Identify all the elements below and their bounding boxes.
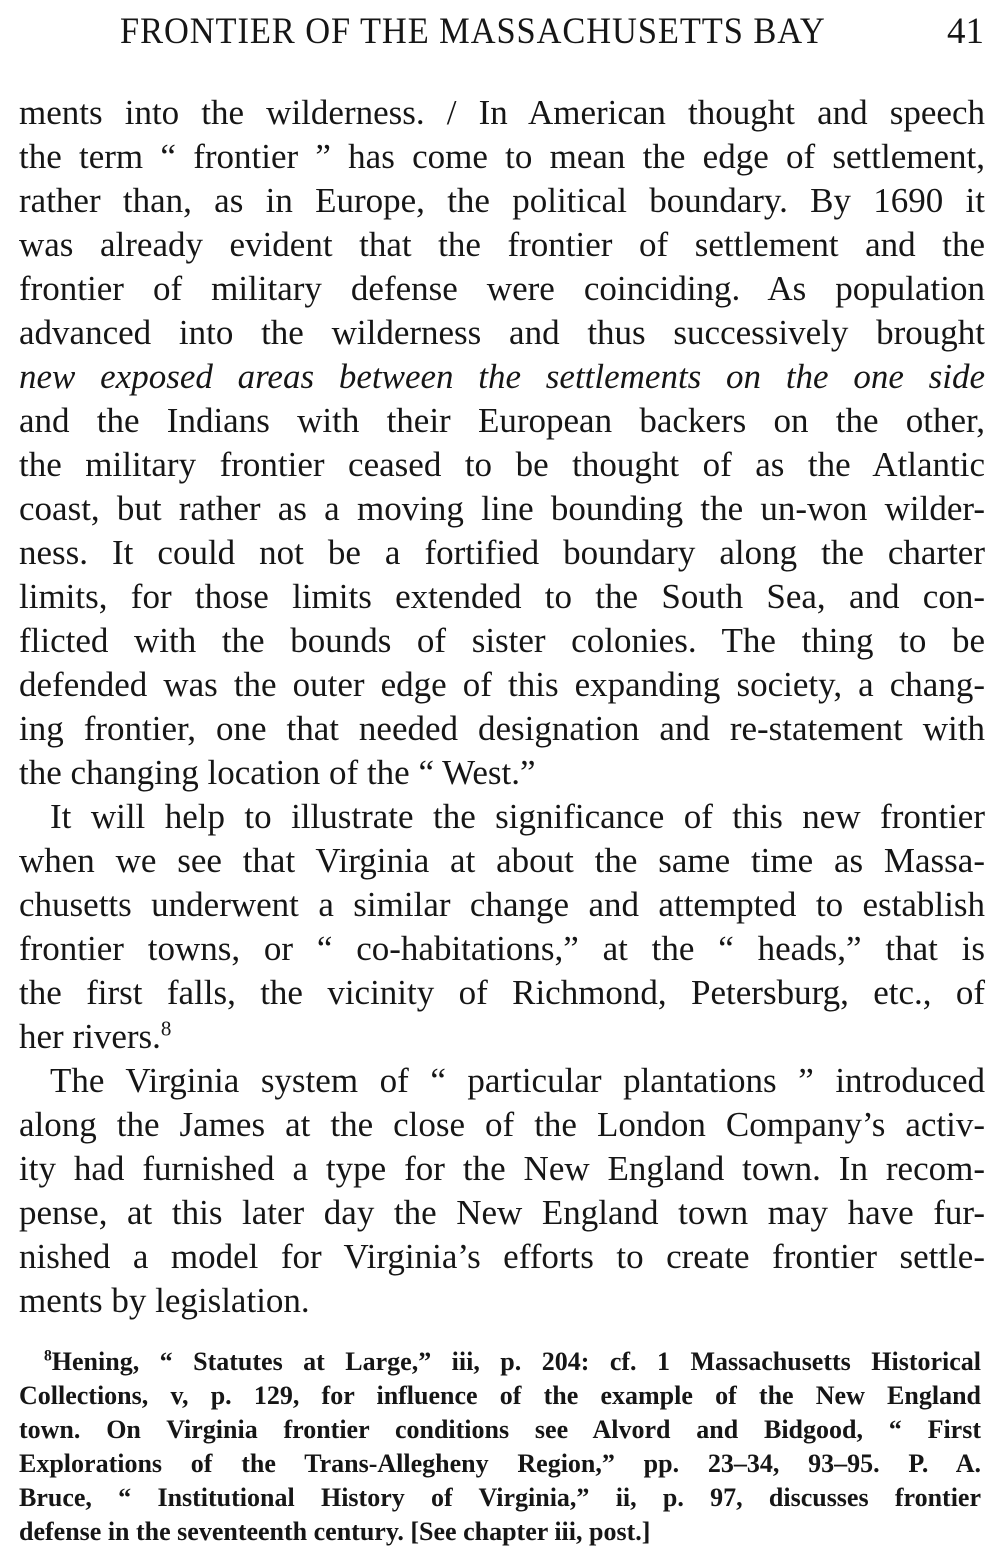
text-line: It will help to illustrate the significance of this new frontier	[50, 797, 985, 836]
text-line: was already evident that the frontier of settlement and the	[19, 225, 985, 264]
text-line: limits, for those limits extended to the South Sea, and con-	[19, 577, 985, 616]
text-line	[19, 1015, 985, 1059]
text-line: ity had furnished a type for the New England town. In recom-	[19, 1149, 985, 1188]
footnote-line: Explorations of the Trans-Allegheny Region,” pp. 23–34, 93–95. P. A.	[19, 1449, 981, 1478]
text-line-content: her rivers.	[19, 1017, 161, 1056]
text-line: the changing location of the “ West.”	[19, 753, 536, 792]
page-number: 41	[947, 11, 984, 52]
footnote-marker: 8	[44, 1347, 52, 1365]
text-line: the term “ frontier ” has come to mean the edge of settlement,	[19, 137, 985, 176]
text-line: flicted with the bounds of sister colonies. The thing to be	[19, 621, 985, 660]
text-line: pense, at this later day the New England town may have fur-	[19, 1193, 985, 1232]
footnote-line-content: Hening, “ Statutes at Large,” iii, p. 204: cf. 1 Massachusetts Historical	[51, 1347, 981, 1376]
footnote-line: defense in the seventeenth century. [See chapter iii, post.]	[19, 1517, 651, 1546]
text-line: ments by legislation.	[19, 1281, 310, 1320]
running-head: FRONTIER OF THE MASSACHUSETTS BAY	[120, 11, 826, 52]
text-line: advanced into the wilderness and thus successively brought	[19, 313, 985, 352]
text-line: ing frontier, one that needed designation and re-statement with	[19, 709, 985, 748]
text-line: when we see that Virginia at about the same time as Massa-	[19, 841, 985, 880]
text-line: the first falls, the vicinity of Richmond, Petersburg, etc., of	[19, 973, 985, 1012]
text-line: ments into the wilderness. / In American thought and speech	[19, 93, 985, 132]
text-line: rather than, as in Europe, the political boundary. By 1690 it	[19, 181, 985, 220]
text-line: along the James at the close of the London Company’s activ-	[19, 1105, 985, 1144]
text-line: nished a model for Virginia’s efforts to create frontier settle-	[19, 1237, 985, 1276]
text-line: chusetts underwent a similar change and attempted to establish	[19, 885, 985, 924]
footnote-line: Bruce, “ Institutional History of Virginia,” ii, p. 97, discusses frontier	[19, 1483, 981, 1512]
text-line: frontier of military defense were coinciding. As population	[19, 269, 985, 308]
footnote-line: Collections, v, p. 129, for influence of the example of the New England	[19, 1381, 981, 1410]
text-line: and the Indians with their European backers on the other,	[19, 401, 985, 440]
footnote-line	[44, 1346, 981, 1378]
text-line: ness. It could not be a fortified boundary along the charter	[19, 533, 985, 572]
footnote-reference: 8	[160, 1016, 172, 1041]
text-line: coast, but rather as a moving line bounding the un-won wilder-	[19, 489, 985, 528]
text-line: the military frontier ceased to be thought of as the Atlantic	[19, 445, 985, 484]
text-line: new exposed areas between the settlements on the one side	[19, 357, 985, 396]
text-line: defended was the outer edge of this expanding society, a chang-	[19, 665, 985, 704]
text-line: The Virginia system of “ particular plantations ” introduced	[50, 1061, 985, 1100]
text-line: frontier towns, or “ co-habitations,” at the “ heads,” that is	[19, 929, 985, 968]
footnote-line: town. On Virginia frontier conditions see Alvord and Bidgood, “ First	[19, 1415, 981, 1444]
